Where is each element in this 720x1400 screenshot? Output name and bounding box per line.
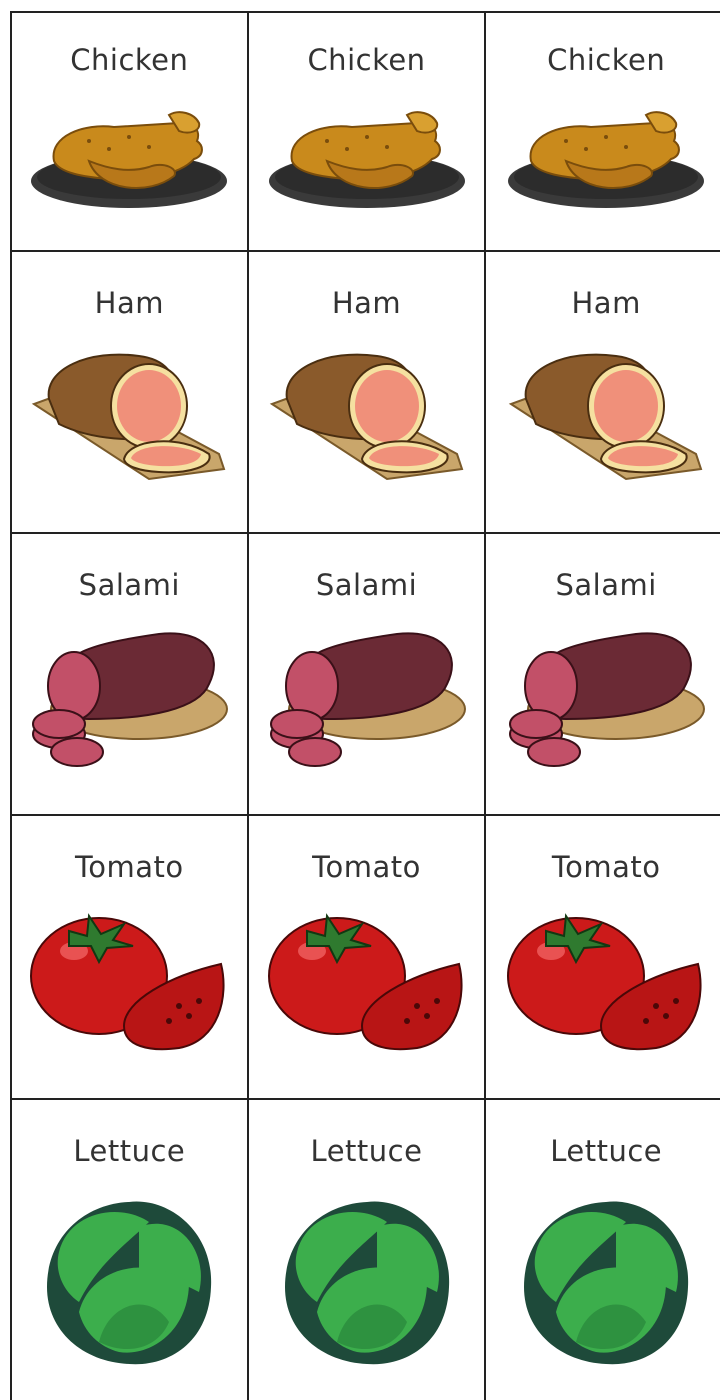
salami-icon <box>249 624 485 774</box>
row-ham <box>12 252 720 534</box>
food-card-grid <box>10 11 720 1400</box>
tomato-icon <box>249 906 485 1056</box>
card-label: Salami <box>555 568 657 602</box>
row-salami <box>12 534 720 816</box>
card-ham-1[interactable] <box>12 252 249 534</box>
chicken-icon <box>249 101 485 211</box>
card-label: Salami <box>315 568 418 602</box>
card-tomato-1[interactable] <box>12 816 249 1100</box>
lettuce-icon <box>486 1192 720 1372</box>
card-salami-3[interactable] <box>486 534 720 816</box>
card-label: Lettuce <box>310 1134 423 1168</box>
card-lettuce-1[interactable] <box>12 1100 249 1400</box>
card-chicken-2[interactable] <box>249 13 487 252</box>
card-lettuce-3[interactable] <box>486 1100 720 1400</box>
salami-icon <box>486 624 720 774</box>
card-chicken-3[interactable] <box>486 13 720 252</box>
card-label: Lettuce <box>73 1134 186 1168</box>
card-label: Tomato <box>551 850 661 884</box>
lettuce-icon <box>249 1192 485 1372</box>
ham-icon <box>249 344 485 489</box>
row-chicken <box>12 13 720 252</box>
chicken-icon <box>486 101 720 211</box>
tomato-icon <box>486 906 720 1056</box>
tomato-icon <box>12 906 247 1056</box>
ham-icon <box>12 344 247 489</box>
chicken-icon <box>12 101 247 211</box>
row-lettuce <box>12 1100 720 1400</box>
card-label: Chicken <box>547 43 666 77</box>
card-label: Ham <box>94 286 164 320</box>
card-salami-1[interactable] <box>12 534 249 816</box>
salami-icon <box>12 624 247 774</box>
card-label: Salami <box>78 568 180 602</box>
card-label: Chicken <box>70 43 189 77</box>
card-label: Tomato <box>75 850 184 884</box>
card-label: Tomato <box>312 850 421 884</box>
card-tomato-3[interactable] <box>486 816 720 1100</box>
card-salami-2[interactable] <box>249 534 487 816</box>
card-lettuce-2[interactable] <box>249 1100 487 1400</box>
card-label: Ham <box>331 286 402 320</box>
card-label: Lettuce <box>550 1134 663 1168</box>
card-label: Chicken <box>307 43 426 77</box>
row-tomato <box>12 816 720 1100</box>
card-chicken-1[interactable] <box>12 13 249 252</box>
card-tomato-2[interactable] <box>249 816 487 1100</box>
card-ham-3[interactable] <box>486 252 720 534</box>
ham-icon <box>486 344 720 489</box>
lettuce-icon <box>12 1192 247 1372</box>
card-ham-2[interactable] <box>249 252 487 534</box>
card-label: Ham <box>571 286 641 320</box>
